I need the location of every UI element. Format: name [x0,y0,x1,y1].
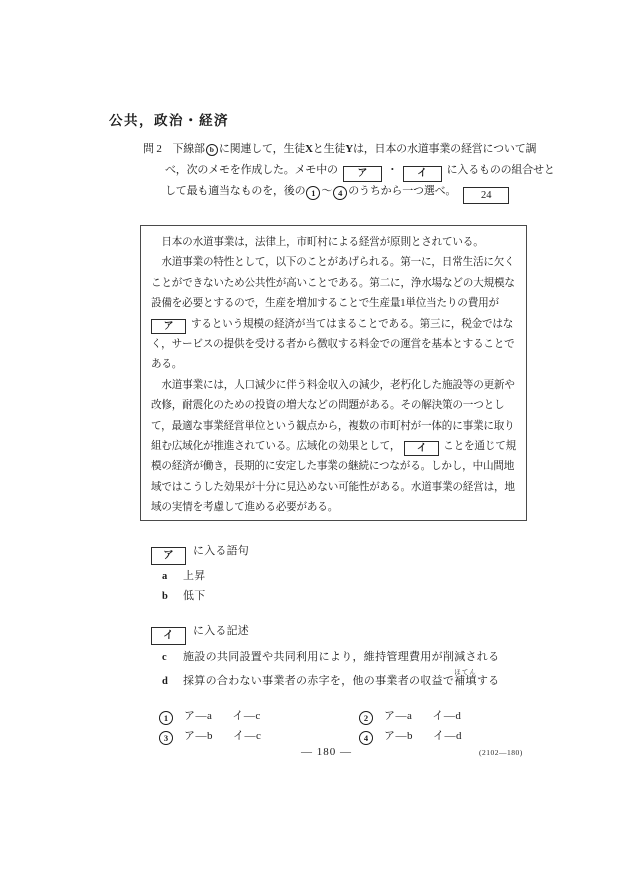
option-item-b [162,590,206,603]
blank-box-i-inline: イ [404,441,439,456]
choice-1-pair-i: イ―c [232,710,261,722]
option-item-c [162,651,499,664]
choice-2-pair-i: イ―d [432,710,462,722]
option-a-heading [151,542,249,565]
question-text: して最も適当なものを，後の [165,185,306,197]
answer-number-box: 24 [463,187,509,204]
ruby-furigana: ほてん [454,669,477,676]
question-text: べ，次のメモを作成した。メモ中の [165,164,338,176]
option-item-a [162,570,206,583]
question-text: に関連して，生徒 [218,143,306,155]
memo-box [140,225,527,521]
circled-b-reference: b [206,144,218,156]
circled-number-2: 2 [359,711,373,725]
blank-box-a-label: ア [151,547,186,565]
page-title: 公共，政治・経済 [109,113,229,128]
memo-line: 水道事業には，人口減少に伴う料金収入の減少，老朽化した施設等の更新や [151,379,515,391]
choice-3-pair-a: ア―b [184,730,213,742]
choice-4-pair-a: ア―b [384,730,413,742]
question-text: と生徒 [312,143,346,155]
question-line-2 [165,160,555,181]
student-x-label: X [305,143,313,155]
option-text-a: 上昇 [183,570,206,582]
question-number-and-text: 問 2 下線部 [143,143,205,155]
option-a-heading-text: に入る語句 [193,545,249,557]
choice-1-pair-a: ア―a [184,710,213,722]
question-block [143,139,555,202]
choice-3-pair-i: イ―c [233,730,262,742]
memo-line: く，サービスの提供を受ける者から徴収する料金での運営を基本とすることで [151,338,515,350]
memo-line: 設備を必要とするので，生産を増加することで生産量1単位当たりの費用が [151,298,499,310]
option-i-heading-text: に入る記述 [193,625,249,637]
page-number: ― 180 ― [301,746,352,758]
memo-line: 水道事業の特性として，以下のことがあげられる。第一に，日常生活に欠く [151,257,515,269]
option-item-d [162,669,499,688]
memo-line: 模の経済が働き，長期的に安定した事業の継続につながる。しかし，中山間地 [151,461,515,473]
option-key-c: c [162,652,167,663]
blank-box-a-inline: ア [151,319,186,334]
circled-number-1: 1 [306,186,320,200]
memo-text: ことを通じて規 [443,440,517,452]
question-text: のうちから一つ選べ。 [348,185,457,197]
memo-line-with-blank-i [151,437,520,457]
memo-text: 組む広域化が推進されている。広域化の効果として， [151,440,401,452]
memo-line: 改修，耐震化のための投資の増大などの問題がある。その解決策の一つとし [151,400,505,412]
circled-number-3: 3 [159,731,173,745]
option-key-b: b [162,591,169,602]
option-key-a: a [162,571,168,582]
memo-line-with-blank-a [151,315,520,335]
choice-2-pair-a: ア―a [384,710,413,722]
option-text-b: 低下 [183,590,206,602]
hoten-ruby [454,669,477,687]
circled-number-1: 1 [159,711,173,725]
choice-1 [158,707,261,725]
document-code: (2102―180) [479,748,523,757]
memo-line: 域の実情を考慮して進める必要がある。 [151,502,339,514]
blank-box-i: イ [403,166,442,182]
choice-4 [358,727,462,745]
ruby-base: 補填 [454,675,477,687]
option-key-d: d [162,676,169,687]
option-text-c: 施設の共同設置や共同利用により，維持管理費用が削減される [183,651,500,663]
question-text: ・ [386,164,398,176]
choice-2 [358,707,461,725]
memo-line: て，最適な事業経営単位という観点から，複数の市町村が一体的に事業に取り [151,420,515,432]
memo-line: 日本の水道事業は，法律上，市町村による経営が原則とされている。 [151,237,484,248]
option-text-d-post: する [476,675,500,687]
student-y-label: Y [345,143,353,155]
memo-line: ある。 [151,359,183,371]
option-text-d [183,669,500,687]
choice-4-pair-i: イ―d [433,730,462,742]
memo-text: するという規模の経済が当てはまることである。第三に，税金ではな [191,318,514,330]
circled-number-4: 4 [333,186,347,200]
memo-line: ことができないため公共性が高いことである。第二に，浄水場などの大規模な [151,277,515,289]
question-line-3 [165,181,543,202]
question-text: は，日本の水道事業の経営について調 [352,143,537,155]
question-text: に入るものの組合せと [446,164,555,176]
blank-box-a: ア [343,166,382,182]
choice-3 [158,727,261,745]
question-text: ～ [321,185,333,197]
blank-box-i-label: イ [151,627,186,645]
question-line-1 [143,139,543,160]
option-text-d-pre: 採算の合わない事業者の赤字を，他の事業者の収益で [183,675,455,687]
option-i-heading [151,622,249,645]
memo-line: 域ではこうした効果が十分に見込めない可能性がある。水道事業の経営は，地 [151,481,515,493]
circled-number-4: 4 [359,731,373,745]
